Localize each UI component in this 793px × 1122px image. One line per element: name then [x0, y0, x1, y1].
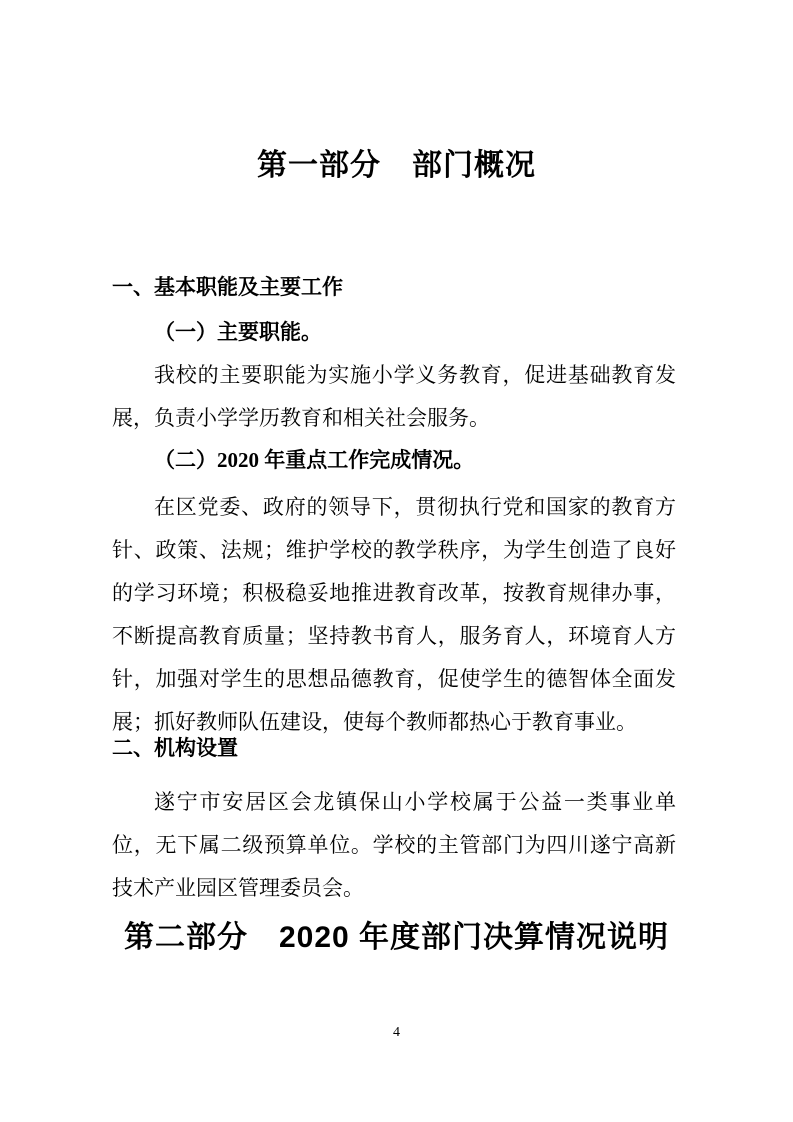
section1-heading: 一、基本职能及主要工作: [112, 276, 343, 299]
section1-sub2-paragraph: 在区党委、政府的领导下，贯彻执行党和国家的教育方针、政策、法规；维护学校的教学秩序，为学生创造了良好的学习环境；积极稳妥地推进教育改革，按教育规律办事，不断提高教育质量；坚持教书育人，服务育人，环境育人方针，加强对学生的思想品德教育，促使学生的德智体全面发展；抓好教师队伍建设，使每个教师都热心于教育事业。: [112, 495, 676, 734]
page-number: 4: [393, 1025, 400, 1040]
section2-paragraph: 遂宁市安居区会龙镇保山小学校属于公益一类事业单位，无下属二级预算单位。学校的主管部门为四川遂宁高新技术产业园区管理委员会。: [112, 790, 676, 900]
section1-sub1-heading: （一）主要职能。: [154, 320, 322, 344]
section1-sub2-heading: （二）2020 年重点工作完成情况。: [154, 448, 475, 472]
section2-heading: 二、机构设置: [112, 737, 238, 760]
part2-title: 第二部分 2020 年度部门决算情况说明: [123, 921, 670, 954]
part1-title: 第一部分 部门概况: [257, 149, 536, 182]
section1-sub1-paragraph: 我校的主要职能为实施小学义务教育，促进基础教育发展，负责小学学历教育和相关社会服务。: [112, 363, 676, 430]
